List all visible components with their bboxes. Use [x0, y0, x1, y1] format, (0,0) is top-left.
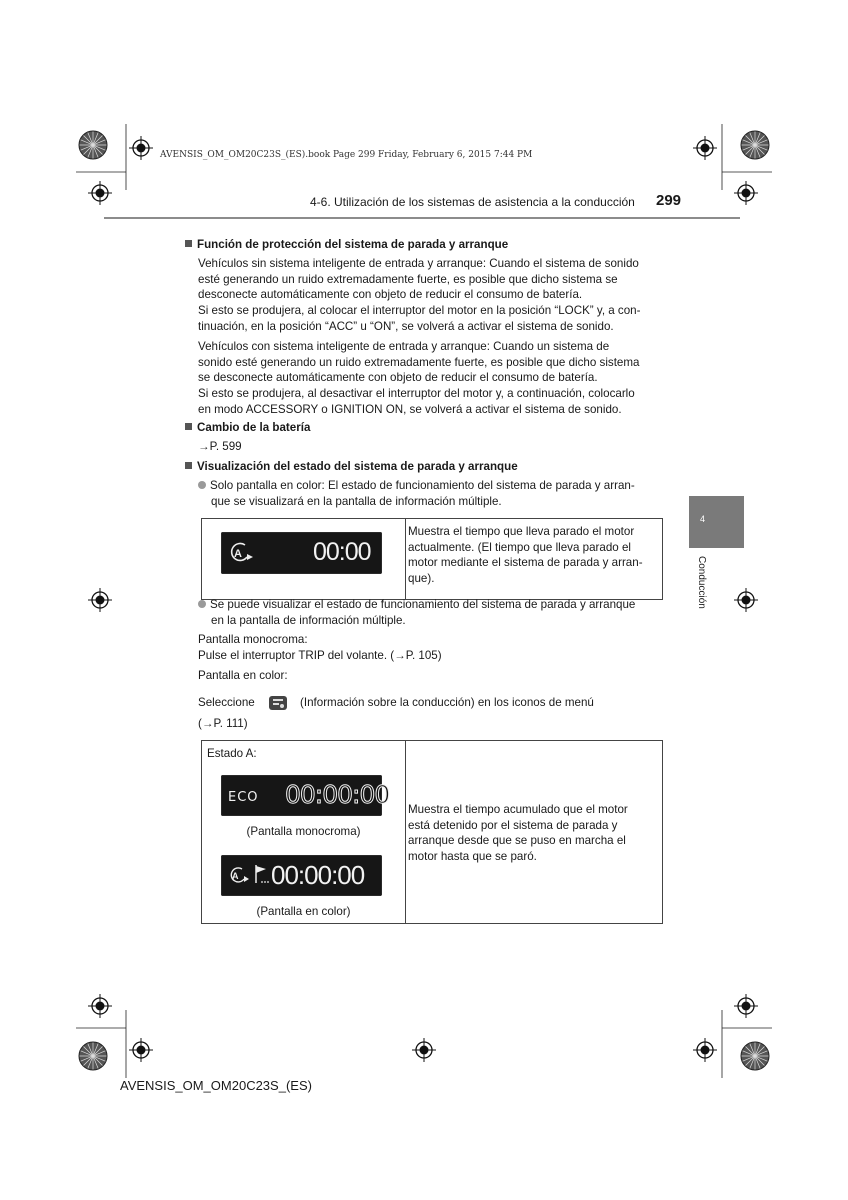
heading-proteccion: Función de protección del sistema de parada y arranque: [185, 238, 508, 251]
mono-instruction: Pulse el interruptor TRIP del volante. (→P. 105): [198, 649, 442, 662]
registration-mark-icon: [88, 181, 112, 205]
display-table-1: [201, 518, 663, 600]
registration-mark-icon: [129, 136, 153, 160]
chapter-tab: [689, 496, 744, 548]
display-table-2: [201, 740, 663, 924]
heading-visualizacion: Visualización del estado del sistema de parada y arranque: [185, 460, 518, 473]
color-bar-star-icon: [78, 1041, 108, 1071]
heading-square-icon: [185, 423, 192, 430]
registration-mark-icon: [88, 588, 112, 612]
registration-mark-icon: [693, 136, 717, 160]
registration-mark-icon: [693, 1038, 717, 1062]
bullet-dot-icon: [198, 481, 206, 489]
page-number: 299: [656, 192, 682, 209]
chapter-label: [695, 556, 709, 636]
color-display-cumulative: [221, 855, 382, 896]
select-suffix: (Información sobre la conducción) en los iconos de menú: [300, 696, 594, 709]
auto-stop-start-icon: [228, 866, 254, 886]
bullet-dot-icon: [198, 600, 206, 608]
color-bar-star-icon: [740, 130, 770, 160]
color-caption: (Pantalla en color): [256, 905, 351, 918]
svg-text:A: A: [232, 871, 239, 881]
chapter-label-text: Conducción: [696, 556, 707, 609]
section-title: 4-6. Utilización de los sistemas de asistencia a la conducción: [310, 195, 635, 209]
driving-info-menu-icon: [268, 695, 288, 711]
color-bar-star-icon: [740, 1041, 770, 1071]
color-time-readout: 00:00:00: [271, 860, 365, 890]
registration-mark-icon: [129, 1038, 153, 1062]
paragraph-proteccion-1: Vehículos sin sistema inteligente de entrada y arranque: Cuando el sistema de sonido esté generando un ruido extremadamente fuerte, es posible que dicho sistema se desconecte automáticamente con objeto de reducir el consumo de batería. Si esto se produjera, al colocar el interruptor del motor en la posición “LOCK” y, a con- tinuación, en la posición “ACC” u “ON”, se volverá a activar el sistema de sonido.: [198, 257, 641, 333]
heading-square-icon: [185, 240, 192, 247]
table2-description: Muestra el tiempo acumulado que el motor está detenido por el sistema de parada y arranque desde que se puso en marcha el motor hasta que se paró.: [408, 803, 628, 864]
select-prefix: Seleccione: [198, 696, 255, 709]
mono-caption: (Pantalla monocroma): [246, 825, 361, 838]
print-info-line: AVENSIS_OM_OM20C23S_(ES).book Page 299 Friday, February 6, 2015 7:44 PM: [160, 150, 533, 160]
heading-square-icon: [185, 462, 192, 469]
mono-label: Pantalla monocroma:: [198, 633, 308, 646]
footer-doc-id: AVENSIS_OM_OM20C23S_(ES): [120, 1078, 312, 1093]
color-bar-star-icon: [78, 130, 108, 160]
stop-time-readout: 00:00: [313, 538, 371, 566]
svg-text:A: A: [234, 548, 242, 560]
header-rule: [104, 217, 740, 219]
registration-mark-icon: [412, 1038, 436, 1062]
registration-mark-icon: [734, 588, 758, 612]
eco-indicator: ECO: [228, 790, 259, 805]
select-ref-link[interactable]: (→P. 111): [198, 717, 248, 730]
bullet-color-only: Solo pantalla en color: El estado de funcionamiento del sistema de parada y arran- que se visualizará en la pantalla de información múltiple.: [198, 478, 662, 510]
mono-display: [221, 775, 390, 816]
registration-mark-icon: [734, 181, 758, 205]
paragraph-proteccion-2: Vehículos con sistema inteligente de entrada y arranque: Cuando un sistema de sonido esté generando un ruido extremadamente fuerte, es posible que dicho sistema se desconecte automáticamente con objeto de reducir el consumo de batería. Si esto se produjera, al desactivar el interruptor del motor y, a continuación, colocarlo en modo ACCESSORY o IGNITION ON, se volverá a activar el sistema de sonido.: [198, 340, 640, 416]
chapter-number: 4: [700, 514, 706, 524]
registration-mark-icon: [734, 994, 758, 1018]
registration-mark-icon: [88, 994, 112, 1018]
color-label: Pantalla en color:: [198, 669, 288, 682]
mono-time-readout: 00:00:00: [285, 780, 390, 809]
state-a-label: Estado A:: [207, 747, 257, 760]
color-display-current: [221, 532, 382, 574]
table1-description: Muestra el tiempo que lleva parado el motor actualmente. (El tiempo que lleva parado el motor mediante el sistema de parada y arran- que).: [408, 525, 643, 586]
bateria-ref-link[interactable]: →P. 599: [198, 440, 242, 453]
bullet-mfd: Se puede visualizar el estado de funcionamiento del sistema de parada y arranque en la pantalla de información múltiple.: [198, 597, 662, 629]
flag-icon: [254, 863, 270, 885]
auto-stop-start-icon: [229, 542, 259, 564]
heading-bateria: Cambio de la batería: [185, 421, 310, 434]
